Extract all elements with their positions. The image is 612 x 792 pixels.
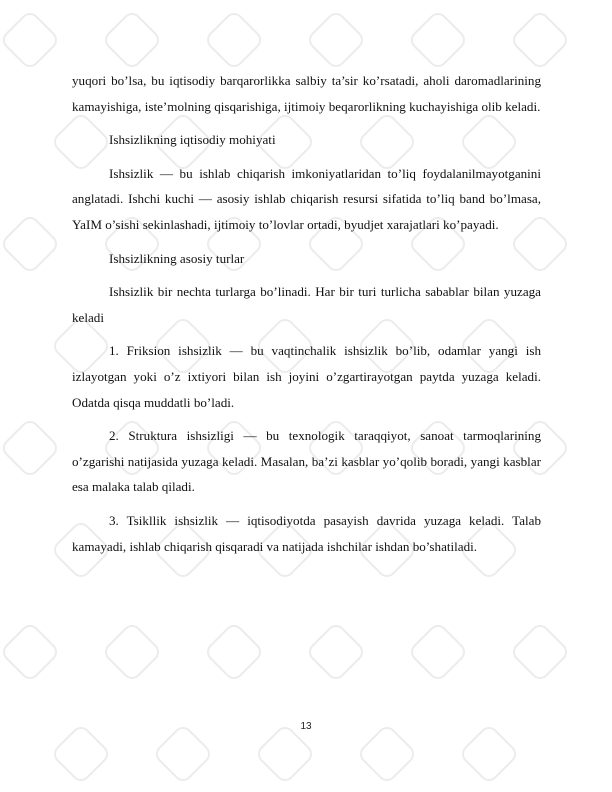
watermark-diamond	[407, 621, 469, 683]
paragraph-cyclical: 3. Tsikllik ishsizlik — iqtisodiyotda pasayish davrida yuzaga keladi. Talab kamayadi, ishlab chiqarish qisqaradi va natijada ishchilar ishdan bo’shatiladi.	[72, 512, 541, 554]
watermark-diamond	[407, 9, 469, 71]
paragraph-structural: 2. Struktura ishsizligi — bu texnologik taraqqiyot, sanoat tarmoqlarining o’zgarishi natijasida yuzaga keladi. Masalan, ba’zi kasblar yo’qolib boradi, yangi kasblar esa malaka talab qiladi.	[72, 428, 541, 495]
watermark-diamond	[0, 621, 61, 683]
watermark-diamond	[0, 213, 61, 275]
document-body	[72, 68, 541, 567]
watermark-diamond	[50, 723, 112, 785]
paragraph-types-intro: Ishsizlik bir nechta turlarga bo’linadi. Har bir turi turlicha sabablar bilan yuzaga keladi	[72, 284, 541, 325]
paragraph-definition: Ishsizlik — bu ishlab chiqarish imkoniyatlaridan to’liq foydalanilmayotganini anglatadi. Ishchi kuchi — asosiy ishlab chiqarish resursi sifatida to’liq band bo’lmasa, YaIM o’sishi sekinlashadi, ijtimoiy to’lovlar ortadi, byudjet xarajatlari ko’payadi.	[72, 165, 541, 232]
paragraph-frictional: 1. Friksion ishsizlik — bu vaqtinchalik ishsizlik bo’lib, odamlar yangi ish izlayotgan yoki o’z ixtiyori bilan ish joyini o’zgartirayotgan paytda yuzaga keladi. Odatda qisqa muddatli bo’ladi.	[72, 343, 541, 410]
watermark-diamond	[305, 9, 367, 71]
watermark-diamond	[152, 723, 214, 785]
section-heading-economic-essence: Ishsizlikning iqtisodiy mohiyati	[109, 132, 276, 148]
watermark-diamond	[458, 723, 520, 785]
watermark-diamond	[203, 621, 265, 683]
watermark-diamond	[101, 9, 163, 71]
watermark-diamond	[509, 621, 571, 683]
watermark-diamond	[356, 723, 418, 785]
watermark-diamond	[203, 9, 265, 71]
watermark-diamond	[0, 417, 61, 479]
watermark-diamond	[305, 621, 367, 683]
watermark-diamond	[0, 9, 61, 71]
watermark-diamond	[101, 621, 163, 683]
watermark-diamond	[254, 723, 316, 785]
page-number: 13	[300, 721, 312, 732]
section-heading-main-types: Ishsizlikning asosiy turlar	[109, 250, 245, 266]
watermark-diamond	[509, 9, 571, 71]
paragraph-continuation: yuqori bo’lsa, bu iqtisodiy barqarorlikka salbiy ta’sir ko’rsatadi, aholi daromadlarining kamayishiga, iste’molning qisqarishiga, ijtimoiy beqarorlikning kuchayishiga olib keladi.	[72, 73, 541, 114]
